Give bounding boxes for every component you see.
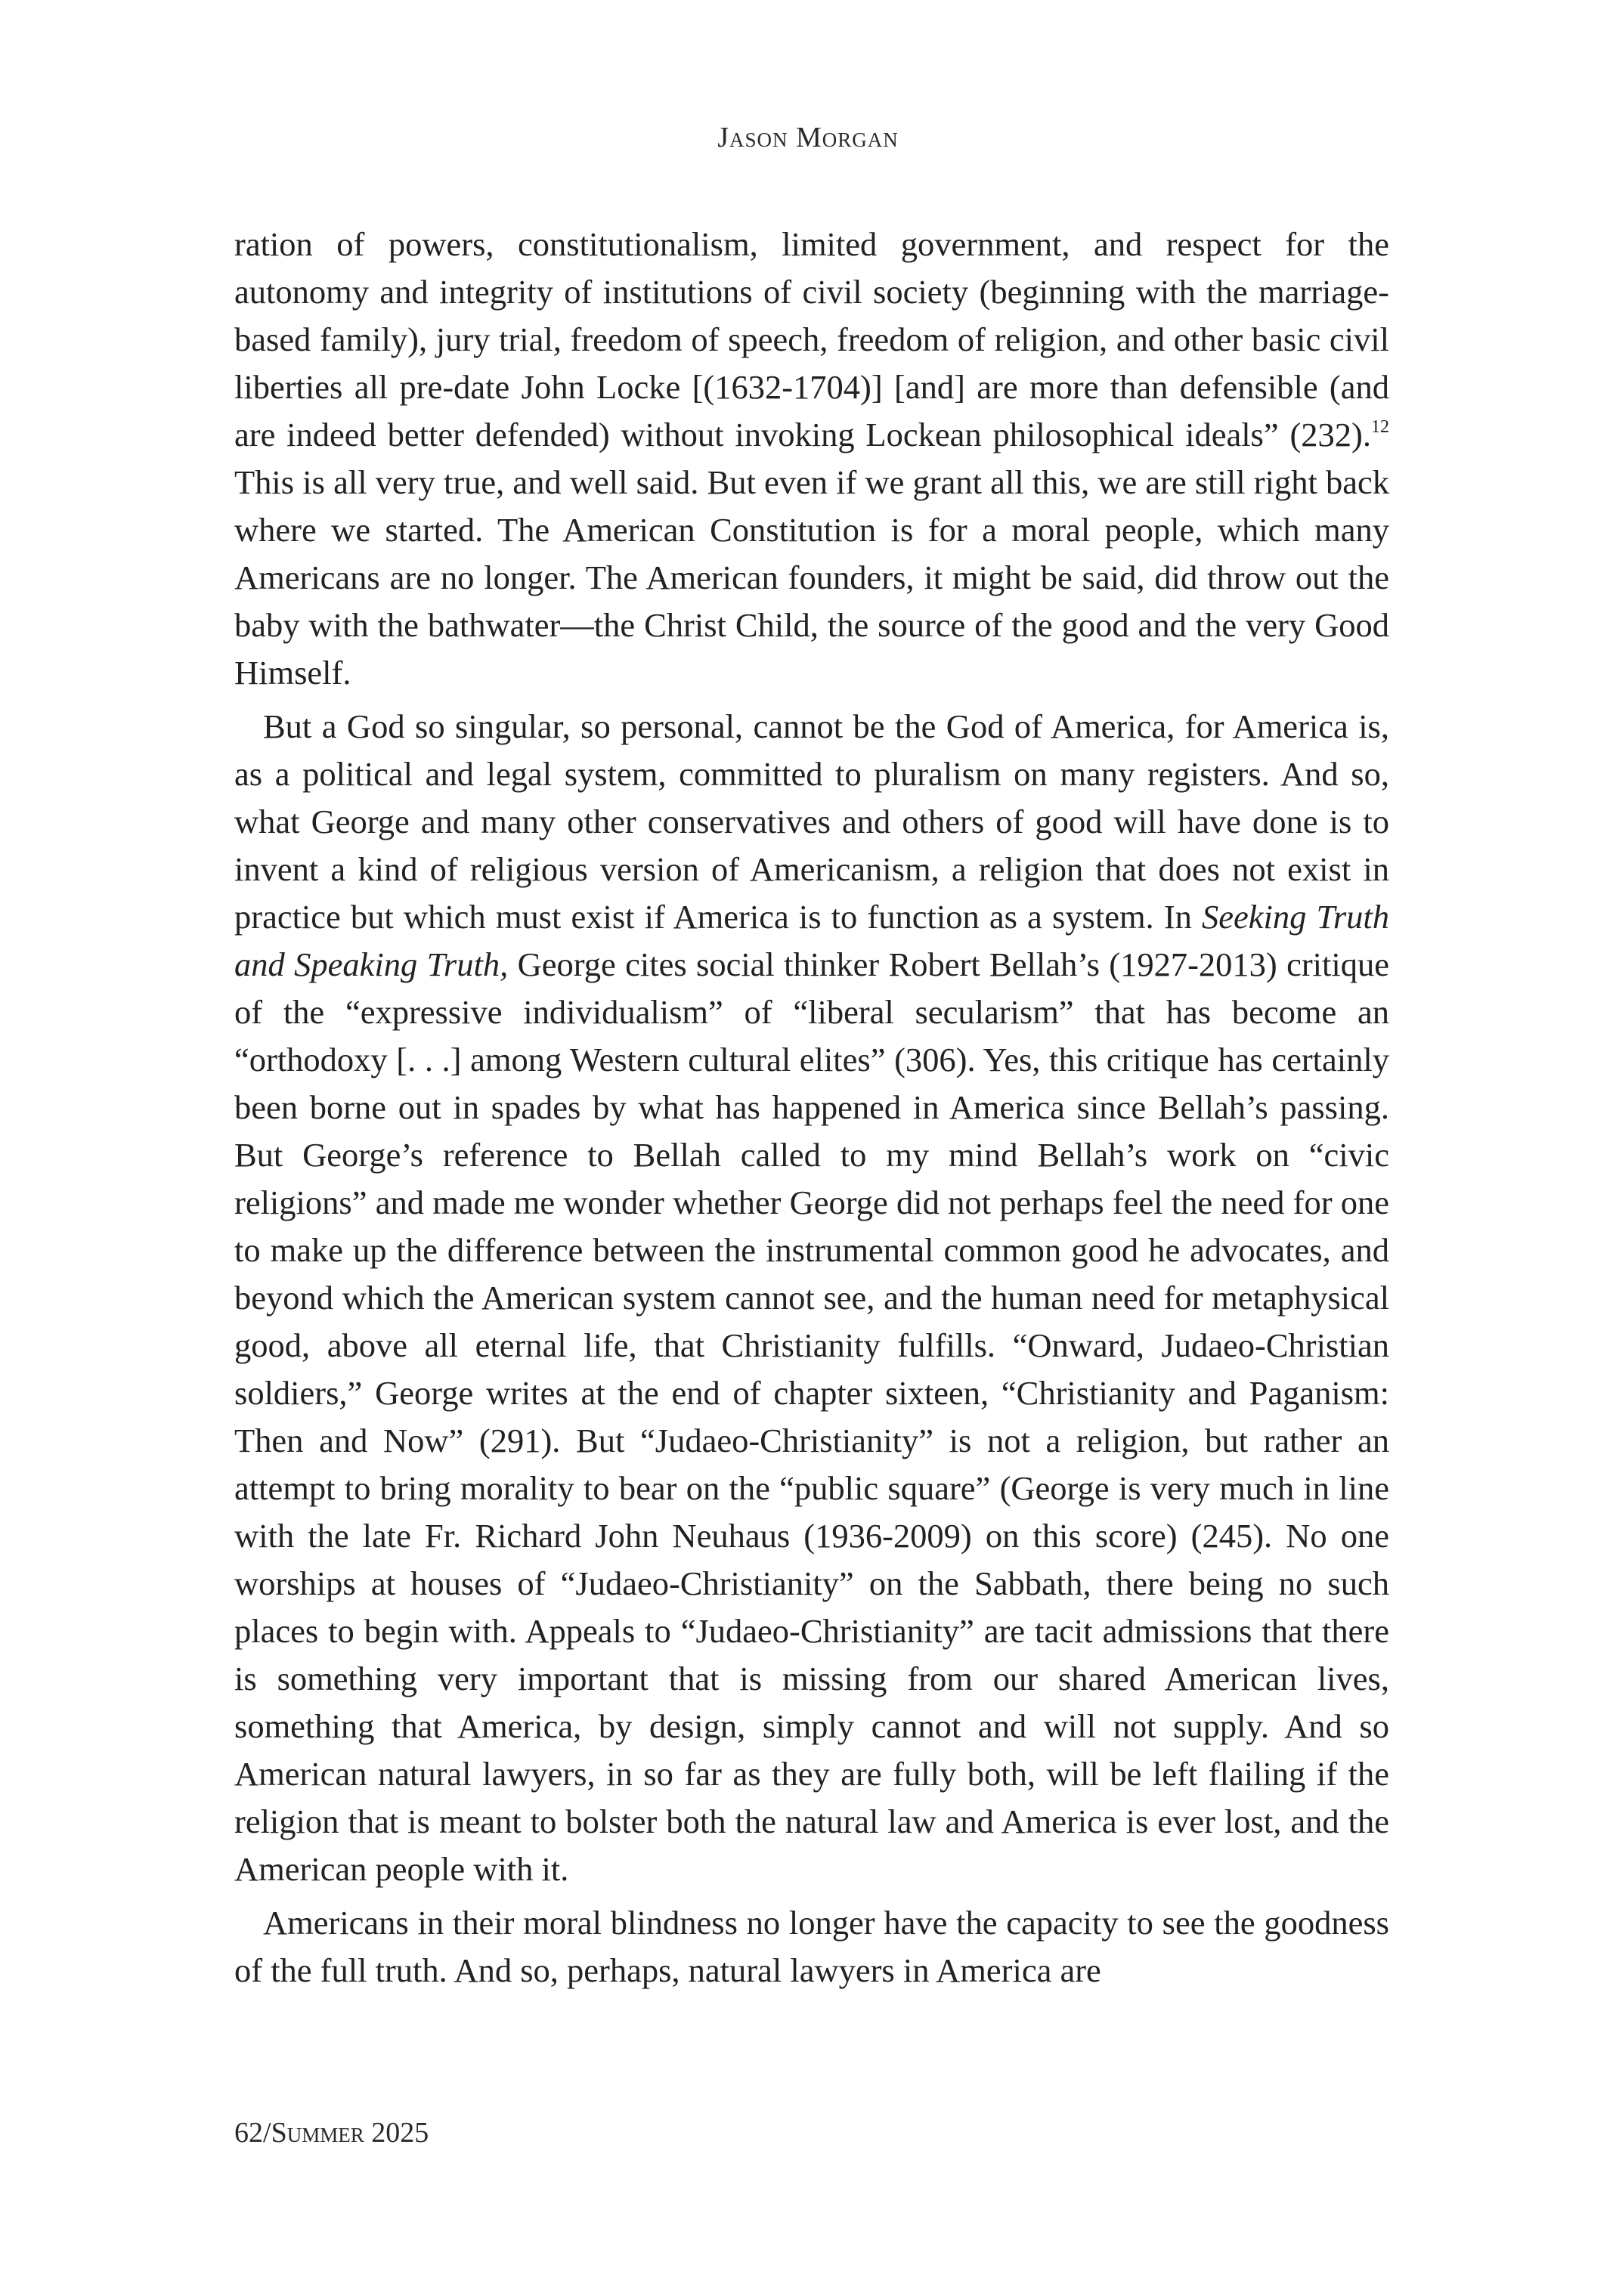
paragraph-continued [234, 221, 1389, 697]
paragraph-text: ration of powers, constitutionalism, limited government, and respect for the autonomy and integrity of institutions of civil society (beginning with the marriage-based family), jury trial, freedom of speech, freedom of religion, and other basic civil liberties all pre-date John Locke [(1632-1704)] [and] are more than defensible (and are indeed better defended) without invoking Lockean philosophical ideals” (232). [234, 225, 1389, 453]
paragraph [234, 1899, 1389, 1994]
paragraph-text: George cites social thinker Robert Bellah’s (1927-2013) critique of the “expressive individualism” of “liberal secularism” that has become an “orthodoxy [. . .] among Western cultural elites” (306). Yes, this critique has certainly been borne out in spades by what has happened in America since Bellah’s passing. But George’s reference to Bellah called to my mind Bellah’s work on “civic religions” and made me wonder whether George did not perhaps feel the need for one to make up the difference between the instrumental common good he advocates, and beyond which the American system cannot see, and the human need for metaphysical good, above all eternal life, that Christianity fulfills. “Onward, Judaeo-Christian soldiers,” George writes at the end of chapter sixteen, “Christianity and Paganism: Then and Now” (291). But “Judaeo-Christianity” is not a religion, but rather an attempt to bring morality to bear on the “public square” (George is very much in line with the late Fr. Richard John Neuhaus (1936-2009) on this score) (245). No one worships at houses of “Judaeo-Christianity” on the Sabbath, there being no such places to begin with. Appeals to “Judaeo-Christianity” are tacit admissions that there is something very important that is missing from our shared American lives, something that America, by design, simply cannot and will not supply. And so American natural lawyers, in so far as they are fully both, will be left flailing if the religion that is meant to bolster both the natural law and America is ever lost, and the American people with it. [234, 945, 1389, 1888]
paragraph-text: This is all very true, and well said. But even if we grant all this, we are still right back where we started. The American Constitution is for a moral people, which many Americans are no longer. The American founders, it might be said, did throw out the baby with the bathwater—the Christ Child, the source of the good and the very Good Himself. [234, 463, 1389, 692]
article-body [234, 221, 1389, 2000]
page-number: 62/ [234, 2117, 271, 2149]
footnote-reference[interactable]: 12 [1371, 417, 1389, 437]
paragraph [234, 703, 1389, 1893]
book-title: Seeking Truth and Speaking Truth, [234, 898, 1390, 983]
page-footer [234, 2116, 429, 2149]
issue-year: 2025 [364, 2117, 429, 2149]
issue-season: Summer [271, 2117, 364, 2149]
paragraph-text: But a God so singular, so personal, cannot be the God of America, for America is, as a political and legal system, committed to pluralism on many registers. And so, what George and many other conservatives and others of good will have done is to invent a kind of religious version of Americanism, a religion that does not exist in practice but which must exist if America is to function as a system. In [234, 707, 1389, 936]
paragraph-text: Americans in their moral blindness no longer have the capacity to see the goodness of the full truth. And so, perhaps, natural lawyers in America are [234, 1904, 1389, 1989]
running-head: Jason Morgan [717, 122, 899, 153]
